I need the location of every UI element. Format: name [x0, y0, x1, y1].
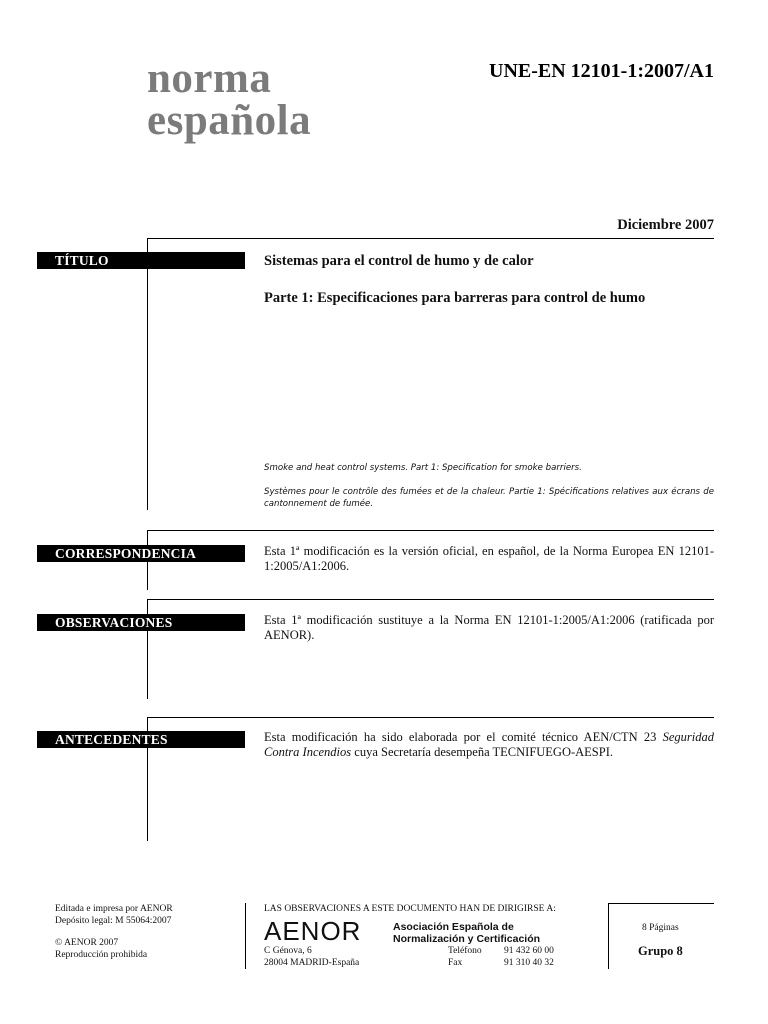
antecedentes-text-before: Esta modificación ha sido elaborada por el comité técnico AEN/CTN 23	[264, 730, 663, 744]
contact-values	[504, 946, 554, 969]
reproduction-notice: Reproducción prohibida	[55, 949, 148, 960]
titulo-label: TÍTULO	[37, 252, 245, 269]
observaciones-text: Esta 1ª modificación sustituye a la Norma EN 12101-1:2005/A1:2006 (ratificada por AENOR).	[264, 613, 714, 642]
fax-label: Fax	[448, 957, 463, 968]
observations-header: LAS OBSERVACIONES A ESTE DOCUMENTO HAN DE DIRIGIRSE A:	[264, 904, 556, 914]
titulo-top-rule	[147, 238, 714, 239]
org-address	[264, 946, 359, 969]
aenor-logo: AENOR	[264, 916, 362, 946]
footer-divider-left	[245, 903, 246, 969]
title-spanish: Sistemas para el control de humo y de calor	[264, 253, 534, 269]
antecedentes-text	[264, 730, 714, 759]
deposito-legal: Depósito legal: M 55064:2007	[55, 915, 172, 926]
observaciones-top-rule	[147, 599, 714, 600]
org-name-line-1: Asociación Española de	[393, 921, 514, 933]
correspondencia-label: CORRESPONDENCIA	[37, 545, 245, 562]
observaciones-label: OBSERVACIONES	[37, 614, 245, 631]
correspondencia-text: Esta 1ª modificación es la versión oficial, en español, de la Norma Europea EN 12101-1:2005/A1:2006.	[264, 544, 714, 573]
titulo-vertical-rule	[147, 238, 148, 510]
copyright: © AENOR 2007	[55, 938, 119, 948]
address-line-2: 28004 MADRID-España	[264, 957, 360, 968]
org-name-line-2: Normalización y Certificación	[393, 933, 541, 945]
address-line-1: C Génova, 6	[264, 946, 312, 956]
correspondencia-top-rule	[147, 530, 714, 531]
title-french: Systèmes pour le contrôle des fumées et de la chaleur. Partie 1: Spécifications relatives aux écrans de cantonnement de fumée.	[264, 487, 714, 509]
fax-value: 91 310 40 32	[504, 957, 554, 968]
publication-date: Diciembre 2007	[617, 217, 714, 233]
standard-code: UNE-EN 12101-1:2007/A1	[489, 60, 714, 82]
org-name	[393, 921, 540, 945]
contact-labels	[448, 946, 482, 969]
edited-by: Editada e impresa por AENOR	[55, 904, 173, 914]
footer-divider-right	[608, 903, 609, 969]
price-group: Grupo 8	[638, 944, 683, 958]
brand-line-2: española	[147, 97, 312, 144]
brand-line-1: norma	[147, 55, 272, 102]
brand-title	[147, 55, 312, 144]
subtitle-spanish: Parte 1: Especificaciones para barreras para control de humo	[264, 290, 646, 306]
footer-imprint	[55, 904, 173, 961]
page-count: 8 Páginas	[642, 923, 679, 933]
footer-box-top-rule	[608, 903, 714, 904]
antecedentes-label: ANTECEDENTES	[37, 731, 245, 748]
antecedentes-text-after: cuya Secretaría desempeña TECNIFUEGO-AESPI.	[351, 744, 614, 759]
phone-label: Teléfono	[448, 946, 482, 956]
phone-value: 91 432 60 00	[504, 946, 554, 956]
antecedentes-top-rule	[147, 717, 714, 718]
title-english: Smoke and heat control systems. Part 1: Specification for smoke barriers.	[264, 463, 582, 473]
antecedentes-text-italic: Seguridad Contra Incendios	[264, 730, 714, 759]
